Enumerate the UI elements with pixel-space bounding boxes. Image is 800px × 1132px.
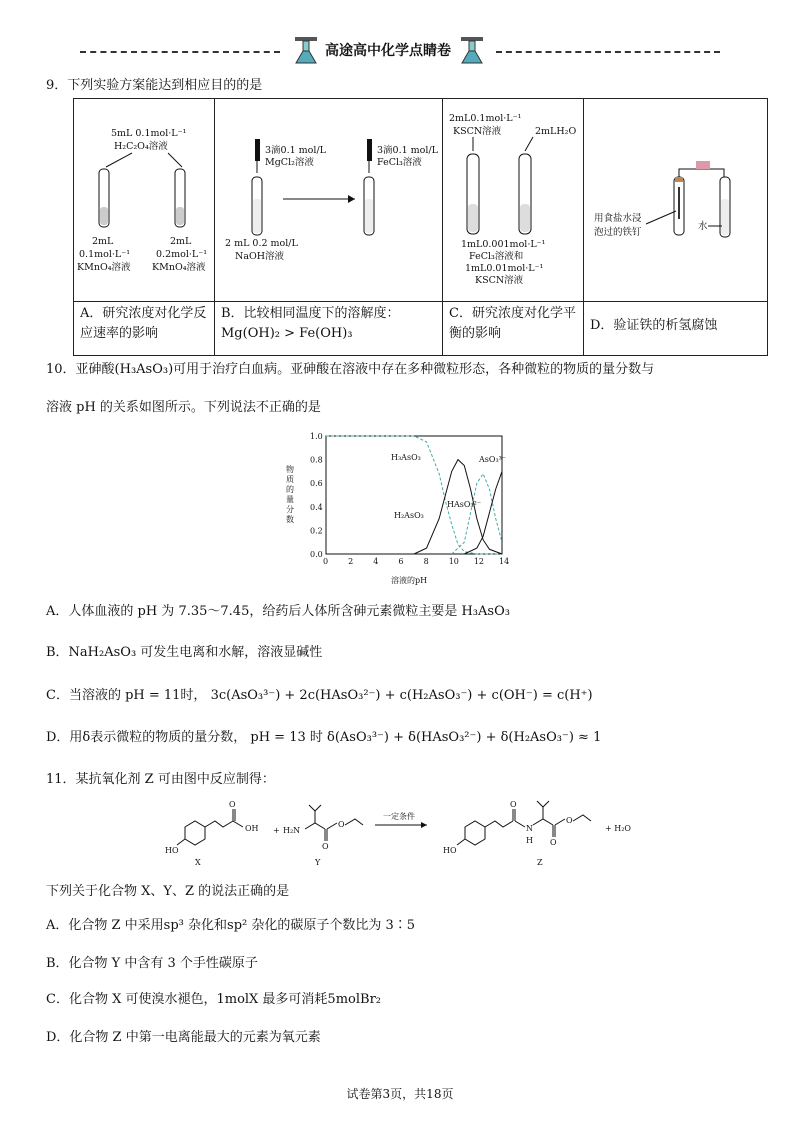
label-y: Y: [315, 858, 321, 867]
c-caption: C．研究浓度对化学平衡的影响: [449, 306, 576, 342]
q10-option-b: B．NaH₂AsO₃ 可发生电离和水解，溶液显碱性: [46, 645, 323, 660]
species-fraction-chart: [276, 422, 516, 592]
page-footer: 试卷第3页，共18页: [346, 1087, 454, 1101]
a-left-label-3: KMnO₄溶液: [77, 262, 131, 273]
b-bottom-2: NaOH溶液: [235, 251, 285, 262]
z-o1: O: [510, 800, 517, 809]
q9-stem: 9．下列实验方案能达到相应目的的是: [46, 78, 263, 93]
y-axis-label-4: 量: [286, 495, 294, 504]
y-tick-0.2: 0.2: [310, 526, 323, 536]
series-line-3: [464, 471, 502, 554]
y-o: O: [322, 842, 329, 851]
plus-sign: +: [273, 826, 280, 835]
d-label-3: 水: [698, 221, 708, 232]
q11-option-b: B．化合物 Y 中含有 3 个手性碳原子: [46, 956, 258, 971]
q11-option-c: C．化合物 X 可使溴水褪色，1molX 最多可消耗5molBr₂: [46, 992, 381, 1007]
x-tick-4: 4: [373, 557, 379, 566]
q11-lead: 下列关于化合物 X、Y、Z 的说法正确的是: [46, 884, 290, 899]
x-tick-6: 6: [398, 557, 404, 566]
y-h2n: H₂N: [283, 826, 301, 835]
q9-cell-c-caption: [443, 302, 584, 356]
x-o: O: [229, 800, 236, 809]
x-axis-label: 溶液的pH: [391, 576, 428, 585]
b-bottom-1: 2 mL 0.2 mol/L: [225, 238, 298, 249]
q9-experiment-table: [73, 98, 768, 356]
c-top-1: 2mL0.1mol·L⁻¹: [449, 113, 522, 124]
a-caption: A．研究浓度对化学反应速率的影响: [80, 306, 207, 342]
z-n: N: [526, 824, 533, 833]
x-tick-12: 12: [473, 557, 485, 566]
q9-cell-d-figure: [584, 99, 768, 302]
q10-stem-1: 10．亚砷酸(H₃AsO₃)可用于治疗白血病。亚砷酸在溶液中存在多种微粒形态，各种微粒的物质的量分数与: [46, 362, 655, 377]
q10-stem-2: 溶液 pH 的关系如图所示。下列说法不正确的是: [46, 400, 321, 415]
test-tubes-a-figure: [74, 99, 214, 297]
header-dash-left: [80, 51, 280, 53]
q9-cell-c-figure: [443, 99, 584, 302]
q11-stem: 11．某抗氧化剂 Z 可由图中反应制得：: [46, 772, 275, 787]
y-o2: O: [338, 820, 345, 829]
a-right-label-3: KMnO₄溶液: [152, 262, 206, 273]
header-title: 高途高中化学点睛卷: [325, 43, 451, 59]
q9-cell-b-figure: [215, 99, 443, 302]
x-tick-2: 2: [348, 557, 354, 566]
label-x: X: [195, 858, 201, 867]
q11-option-d: D．化合物 Z 中第一电离能最大的元素为氧元素: [46, 1030, 321, 1045]
y-axis-label-6: 数: [286, 515, 294, 524]
q9-cell-d-caption: [584, 302, 768, 356]
d-caption: D．验证铁的析氢腐蚀: [590, 318, 718, 333]
b-drop-1b: MgCl₂溶液: [265, 157, 314, 168]
reaction-condition: 一定条件: [383, 812, 415, 821]
y-axis-label-2: 质: [286, 475, 294, 484]
b-drop-2b: FeCl₃溶液: [377, 157, 422, 168]
c-bottom-1: 1mL0.001mol·L⁻¹: [461, 239, 546, 250]
y-tick-0.8: 0.8: [310, 455, 323, 465]
d-label-2: 泡过的铁钉: [594, 227, 642, 238]
a-top-label-2: H₂C₂O₄溶液: [114, 141, 168, 152]
x-ho: HO: [165, 846, 179, 855]
anno-aso3: AsO₃³⁻: [479, 455, 507, 464]
y-tick-0.0: 0.0: [310, 550, 323, 559]
c-top-3: 2mLH₂O: [535, 126, 577, 137]
reaction-scheme: [165, 795, 645, 875]
x-oh: OH: [245, 824, 259, 833]
z-h: H: [526, 836, 533, 845]
flask-icon-right: [458, 36, 486, 66]
y-axis-label-5: 分: [286, 505, 294, 514]
c-top-2: KSCN溶液: [453, 126, 502, 137]
a-left-label-2: 0.1mol·L⁻¹: [79, 249, 131, 260]
b-drop-2a: 3滴0.1 mol/L: [377, 145, 438, 156]
series-line-2: [452, 474, 502, 554]
y-tick-1.0: 1.0: [310, 432, 323, 441]
q10-option-a: A．人体血液的 pH 为 7.35～7.45，给药后人体所含砷元素微粒主要是 H₃AsO₃: [46, 604, 510, 619]
z-o3: O: [566, 816, 573, 825]
flask-icon: [292, 36, 320, 66]
anno-h2aso3: H₂AsO₃: [394, 511, 424, 520]
c-bottom-2: FeCl₃溶液和: [469, 251, 524, 262]
label-z: Z: [537, 858, 543, 867]
a-right-label-2: 0.2mol·L⁻¹: [156, 249, 208, 260]
test-tubes-b-figure: [215, 99, 442, 297]
x-tick-0: 0: [323, 557, 329, 566]
header-dash-right: [496, 51, 720, 53]
test-tubes-c-figure: [443, 99, 583, 297]
q9-cell-a-caption: [74, 302, 215, 356]
y-axis-label-3: 的: [286, 485, 294, 494]
q10-option-d: D．用δ表示微粒的物质的量分数， pH = 13 时 δ(AsO₃³⁻) + δ(HAsO₃²⁻) + δ(H₂AsO₃⁻) ≈ 1: [46, 730, 602, 745]
iron-corrosion-figure: [584, 99, 767, 297]
a-top-label-1: 5mL 0.1mol·L⁻¹: [111, 128, 187, 139]
a-right-label-1: 2mL: [170, 236, 192, 247]
c-bottom-4: KSCN溶液: [475, 275, 524, 286]
b-drop-1a: 3滴0.1 mol/L: [265, 145, 326, 156]
x-tick-8: 8: [423, 557, 429, 566]
c-bottom-3: 1mL0.01mol·L⁻¹: [465, 263, 544, 274]
y-tick-0.6: 0.6: [310, 479, 323, 489]
y-axis-label-1: 物: [286, 465, 294, 474]
anno-haso3: HAsO₃²⁻: [447, 500, 482, 509]
d-label-1: 用食盐水浸: [594, 213, 642, 224]
b-caption-1: B．比较相同温度下的溶解度：: [221, 306, 400, 321]
plus-water: + H₂O: [605, 824, 631, 833]
x-tick-14: 14: [499, 557, 510, 566]
q9-cell-a-figure: [74, 99, 215, 302]
q9-cell-b-caption: [215, 302, 443, 356]
a-left-label-1: 2mL: [92, 236, 114, 247]
y-tick-0.4: 0.4: [310, 502, 323, 512]
z-o2: O: [550, 838, 557, 847]
b-caption-2: Mg(OH)₂ > Fe(OH)₃: [221, 326, 353, 342]
x-tick-10: 10: [448, 557, 459, 566]
z-ho: HO: [443, 846, 457, 855]
q11-option-a: A．化合物 Z 中采用sp³ 杂化和sp² 杂化的碳原子个数比为 3∶5: [46, 918, 416, 933]
q10-option-c: C．当溶液的 pH = 11时， 3c(AsO₃³⁻) + 2c(HAsO₃²⁻) + c(H₂AsO₃⁻) + c(OH⁻) = c(H⁺): [46, 688, 593, 703]
anno-h3aso3: H₃AsO₃: [391, 453, 421, 462]
